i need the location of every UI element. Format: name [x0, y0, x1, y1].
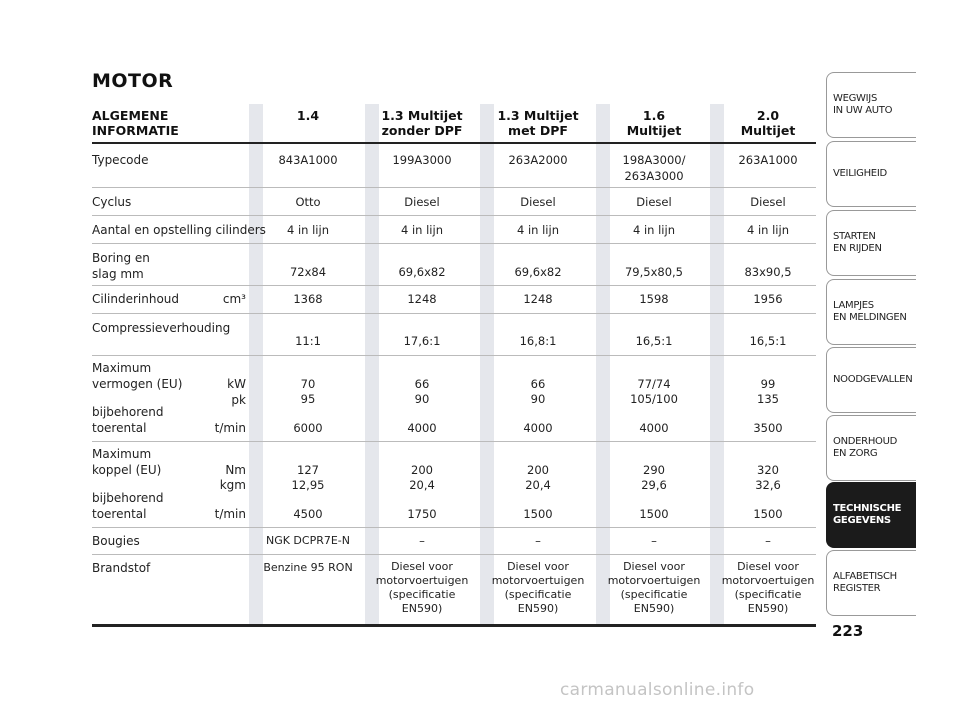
- column-header-16: 1.6 Multijet: [626, 108, 682, 138]
- table-cell: 99: [760, 377, 776, 391]
- tab-alfabetisch-register[interactable]: [826, 550, 916, 616]
- table-cell: 1500: [523, 507, 553, 521]
- tab-label: WEGWIJS IN UW AUTO: [833, 93, 893, 116]
- tab-veiligheid[interactable]: [826, 141, 916, 207]
- row-label-vermogen: Maximum vermogen (EU): [92, 361, 183, 391]
- table-cell: 3500: [753, 421, 783, 435]
- table-cell: 79,5x80,5: [624, 265, 684, 279]
- column-header-1-4: 1.4: [296, 108, 320, 123]
- table-cell: 69,6x82: [398, 265, 446, 279]
- page-title: MOTOR: [92, 70, 174, 92]
- table-cell: Diesel: [404, 195, 440, 209]
- unit-kgm: kgm: [219, 478, 246, 492]
- table-cell: Diesel: [520, 195, 556, 209]
- table-cell: 4000: [639, 421, 669, 435]
- table-cell: 11:1: [295, 334, 321, 348]
- row-label-toerental: bijbehorend toerental: [92, 405, 164, 435]
- table-cell: 70: [300, 377, 316, 391]
- table-cell: 1500: [639, 507, 669, 521]
- table-cell: 66: [414, 377, 430, 391]
- table-cell: 127: [297, 463, 319, 477]
- table-cell: 90: [414, 392, 430, 406]
- table-cell: Diesel voor motorvoertuigen (specificatie EN590): [721, 560, 815, 615]
- table-cell: 199A3000: [392, 153, 452, 167]
- unit-tmin: t/min: [214, 507, 246, 521]
- row-label-cilinderinhoud: Cilinderinhoud: [92, 292, 180, 306]
- tab-label: NOODGEVALLEN: [833, 374, 913, 385]
- table-cell: 1368: [293, 292, 323, 306]
- table-cell: 4500: [293, 507, 323, 521]
- table-cell: 20,4: [525, 478, 551, 492]
- row-divider: [92, 441, 816, 442]
- table-cell: 4 in lijn: [401, 223, 443, 237]
- table-cell: 198A3000/ 263A3000: [622, 153, 686, 183]
- table-cell: 77/74: [637, 377, 671, 391]
- table-cell: 135: [757, 392, 779, 406]
- table-cell: –: [535, 534, 541, 548]
- table-cell: –: [419, 534, 425, 548]
- tab-label: ALFABETISCH REGISTER: [833, 571, 897, 594]
- tab-label: VEILIGHEID: [833, 168, 887, 179]
- table-cell: Otto: [295, 195, 321, 209]
- watermark: carmanualsonline.info: [560, 680, 755, 700]
- table-cell: 4 in lijn: [633, 223, 675, 237]
- tab-starten[interactable]: [826, 210, 916, 276]
- table-cell: 83x90,5: [744, 265, 792, 279]
- table-cell: 4 in lijn: [517, 223, 559, 237]
- table-cell: Diesel voor motorvoertuigen (specificatie EN590): [607, 560, 701, 615]
- table-cell: 16,8:1: [519, 334, 557, 348]
- table-cell: 200: [411, 463, 433, 477]
- table-cell: 16,5:1: [635, 334, 673, 348]
- table-cell: 17,6:1: [403, 334, 441, 348]
- row-divider: [92, 243, 816, 244]
- column-header-20: 2.0 Multijet: [740, 108, 796, 138]
- table-cell: 12,95: [291, 478, 325, 492]
- row-label-bougies: Bougies: [92, 534, 140, 548]
- table-cell: 4 in lijn: [747, 223, 789, 237]
- row-divider: [92, 355, 816, 356]
- tab-label: TECHNISCHE GEGEVENS: [833, 503, 902, 526]
- table-cell: 20,4: [409, 478, 435, 492]
- table-cell: 843A1000: [278, 153, 338, 167]
- table-cell: 1248: [523, 292, 553, 306]
- unit-kw: kW: [227, 377, 246, 391]
- row-label-brandstof: Brandstof: [92, 561, 151, 575]
- tab-noodgevallen[interactable]: [826, 347, 916, 413]
- general-info-header: ALGEMENE INFORMATIE: [92, 108, 179, 138]
- table-cell: 105/100: [630, 392, 678, 406]
- row-label-toerental: bijbehorend toerental: [92, 491, 164, 521]
- table-cell: –: [651, 534, 657, 548]
- table-cell: 69,6x82: [514, 265, 562, 279]
- bottom-rule: [92, 624, 816, 627]
- table-cell: 290: [643, 463, 665, 477]
- column-header-13-zonder-dpf: 1.3 Multijet zonder DPF: [381, 108, 463, 138]
- table-cell: 16,5:1: [749, 334, 787, 348]
- row-label-koppel: Maximum koppel (EU): [92, 447, 162, 477]
- table-cell: NGK DCPR7E-N: [265, 534, 351, 547]
- row-divider: [92, 187, 816, 188]
- table-cell: Benzine 95 RON: [263, 561, 353, 574]
- table-cell: –: [765, 534, 771, 548]
- header-rule: [92, 142, 816, 144]
- table-cell: 4000: [523, 421, 553, 435]
- unit-nm: Nm: [225, 463, 246, 477]
- row-label-typecode: Typecode: [92, 153, 149, 167]
- table-cell: 200: [527, 463, 549, 477]
- table-cell: 6000: [293, 421, 323, 435]
- row-divider: [92, 215, 816, 216]
- table-cell: Diesel voor motorvoertuigen (specificatie EN590): [491, 560, 585, 615]
- tab-label: LAMPJES EN MELDINGEN: [833, 300, 907, 323]
- tab-lampjes[interactable]: [826, 279, 916, 345]
- table-cell: 320: [757, 463, 779, 477]
- row-label-cyclus: Cyclus: [92, 195, 132, 209]
- tab-label: ONDERHOUD EN ZORG: [833, 436, 898, 459]
- table-cell: 1956: [753, 292, 783, 306]
- table-cell: 4 in lijn: [287, 223, 329, 237]
- table-cell: 1248: [407, 292, 437, 306]
- tab-onderhoud[interactable]: [826, 415, 916, 481]
- row-label-cilinders: Aantal en opstelling cilinders: [92, 223, 266, 237]
- row-divider: [92, 554, 816, 555]
- tab-wegwijs[interactable]: [826, 72, 916, 138]
- row-divider: [92, 527, 816, 528]
- table-cell: 29,6: [641, 478, 667, 492]
- tab-technische-gegevens[interactable]: [826, 482, 916, 548]
- table-cell: 1750: [407, 507, 437, 521]
- table-cell: 4000: [407, 421, 437, 435]
- table-cell: 1598: [639, 292, 669, 306]
- table-cell: Diesel: [636, 195, 672, 209]
- tab-label: STARTEN EN RIJDEN: [833, 231, 882, 254]
- row-label-compressie: Compressieverhouding: [92, 321, 231, 335]
- table-cell: 32,6: [755, 478, 781, 492]
- page-number: 223: [832, 622, 864, 640]
- row-label-boring: Boring en slag mm: [92, 251, 150, 281]
- table-cell: 72x84: [289, 265, 327, 279]
- unit-tmin: t/min: [214, 421, 246, 435]
- row-divider: [92, 313, 816, 314]
- table-cell: 66: [530, 377, 546, 391]
- unit-pk: pk: [231, 393, 246, 407]
- column-header-13-met-dpf: 1.3 Multijet met DPF: [497, 108, 579, 138]
- table-cell: 95: [300, 392, 316, 406]
- row-divider: [92, 285, 816, 286]
- table-cell: Diesel voor motorvoertuigen (specificatie EN590): [375, 560, 469, 615]
- table-cell: Diesel: [750, 195, 786, 209]
- table-cell: 90: [530, 392, 546, 406]
- table-cell: 263A1000: [738, 153, 798, 167]
- unit-cm3: cm³: [222, 292, 246, 306]
- table-cell: 1500: [753, 507, 783, 521]
- table-cell: 263A2000: [508, 153, 568, 167]
